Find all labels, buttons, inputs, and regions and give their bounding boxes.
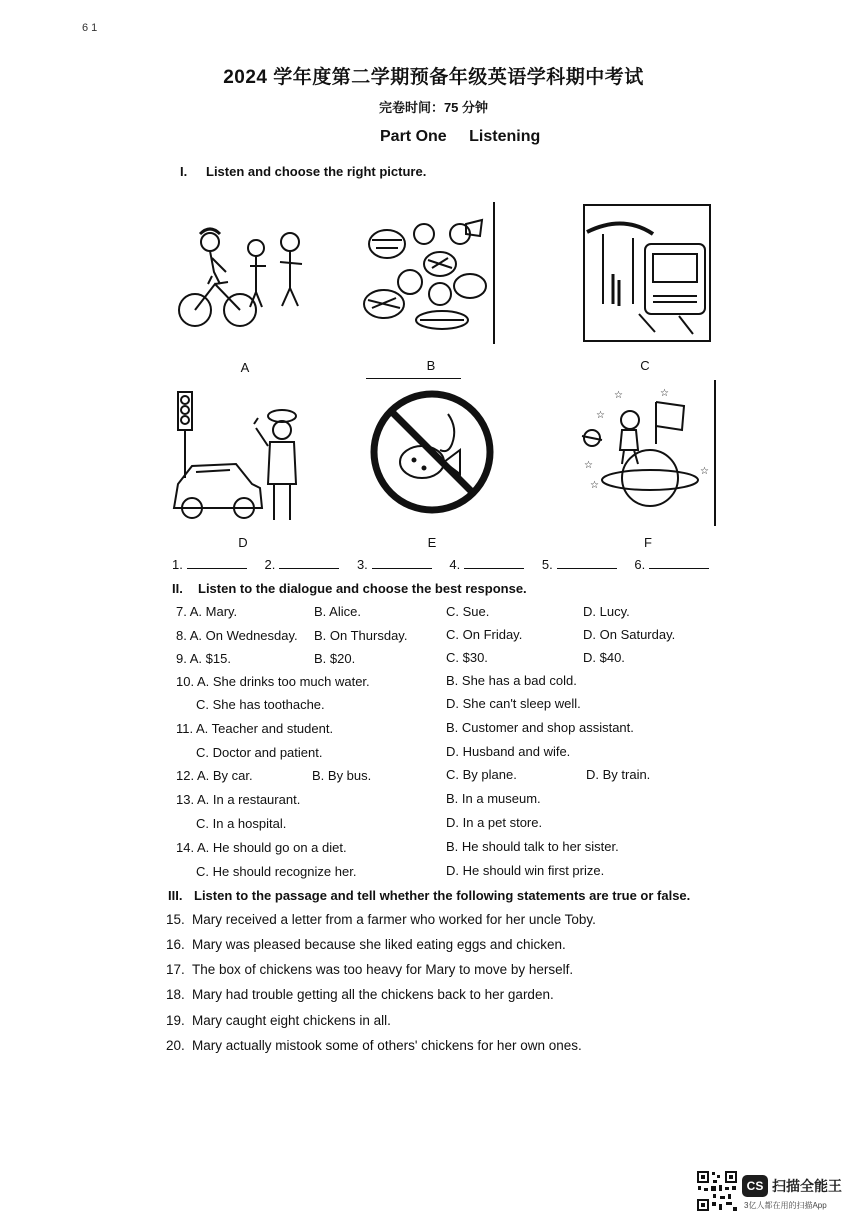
answer-blank[interactable]: 2. — [264, 557, 339, 572]
statement: 18. Mary had trouble getting all the chickens back to her garden. — [166, 987, 554, 1002]
people-with-food-picture — [362, 212, 492, 334]
answer-blank[interactable]: 6. — [634, 557, 709, 572]
section-1-instruction: Listen and choose the right picture. — [206, 164, 427, 179]
scanner-logo: CS — [742, 1175, 768, 1197]
statement: 19. Mary caught eight chickens in all. — [166, 1013, 391, 1028]
section-1-heading — [180, 164, 426, 179]
option[interactable]: C. Sue. — [446, 604, 490, 619]
option[interactable]: D. On Saturday. — [583, 627, 676, 642]
svg-text:☆: ☆ — [590, 480, 599, 491]
option[interactable]: 10. A. She drinks too much water. — [176, 674, 370, 689]
option[interactable]: D. $40. — [583, 650, 625, 665]
option[interactable]: B. Alice. — [314, 604, 361, 619]
picture-label-e: E — [427, 535, 437, 550]
option[interactable]: B. In a museum. — [446, 791, 541, 806]
police-officer-car-picture — [170, 388, 310, 524]
option[interactable]: B. $20. — [314, 651, 356, 666]
statement: 20. Mary actually mistook some of others' chickens for her own ones. — [166, 1038, 582, 1053]
answer-blanks — [172, 557, 723, 572]
section-3-numeral: III. — [168, 888, 183, 903]
option[interactable]: D. By train. — [586, 767, 651, 782]
corner-mark: 6 1 — [82, 22, 98, 34]
option[interactable]: 8. A. On Wednesday. — [176, 628, 298, 643]
picture-label-a: A — [240, 360, 250, 375]
statement: 16. Mary was pleased because she liked eating eggs and chicken. — [166, 937, 566, 952]
statement: 15. Mary received a letter from a farmer who worked for her uncle Toby. — [166, 912, 596, 927]
astronaut-planet-picture — [578, 384, 716, 524]
part-label: Part One — [380, 128, 447, 145]
svg-text:☆: ☆ — [660, 388, 669, 399]
qr-code-icon — [696, 1170, 738, 1212]
answer-blank[interactable]: 4. — [449, 557, 524, 572]
picture-label-d: D — [238, 535, 248, 550]
picture-label-c: C — [640, 358, 650, 373]
option[interactable]: 7. A. Mary. — [176, 604, 238, 619]
option[interactable]: B. He should talk to her sister. — [446, 839, 619, 854]
section-3-heading — [168, 888, 690, 903]
option[interactable]: B. Customer and shop assistant. — [446, 720, 634, 735]
option[interactable]: 11. A. Teacher and student. — [176, 721, 334, 736]
divider-line — [493, 202, 495, 344]
divider-line — [714, 380, 716, 526]
option[interactable]: B. On Thursday. — [314, 628, 408, 643]
part-heading — [380, 128, 540, 146]
option[interactable]: C. He should recognize her. — [196, 864, 357, 879]
scanner-tagline: 3亿人都在用的扫描App — [744, 1201, 827, 1210]
option[interactable]: C. She has toothache. — [196, 697, 325, 712]
option[interactable]: 9. A. $15. — [176, 651, 231, 666]
svg-text:☆: ☆ — [614, 390, 623, 401]
option[interactable]: 12. A. By car. — [176, 768, 253, 783]
svg-text:☆: ☆ — [700, 466, 709, 477]
option[interactable]: D. Husband and wife. — [446, 744, 571, 759]
option[interactable]: 13. A. In a restaurant. — [176, 792, 301, 807]
section-3-instruction: Listen to the passage and tell whether the following statements are true or false. — [194, 888, 691, 903]
scanner-brand: 扫描全能王 — [772, 1178, 842, 1194]
answer-blank[interactable]: 1. — [172, 557, 247, 572]
bus-station-picture — [583, 204, 711, 342]
children-on-bicycles-picture — [170, 222, 320, 332]
option[interactable]: D. In a pet store. — [446, 815, 543, 830]
answer-blank[interactable]: 5. — [542, 557, 617, 572]
option[interactable]: B. She has a bad cold. — [446, 673, 577, 688]
statement: 17. The box of chickens was too heavy for Mary to move by herself. — [166, 962, 574, 977]
option[interactable]: C. On Friday. — [446, 627, 523, 642]
answer-blank[interactable]: 3. — [357, 557, 432, 572]
exam-title: 2024 学年度第二学期预备年级英语学科期中考试 — [223, 67, 644, 88]
option[interactable]: C. $30. — [446, 650, 488, 665]
section-2-heading — [172, 581, 527, 596]
option[interactable]: C. Doctor and patient. — [196, 745, 323, 760]
no-fishing-sign-picture — [368, 388, 496, 516]
section-2-instruction: Listen to the dialogue and choose the best response. — [198, 581, 527, 596]
svg-text:☆: ☆ — [596, 410, 605, 421]
divider-line — [366, 378, 461, 379]
section-2-numeral: II. — [172, 581, 183, 596]
part-name: Listening — [469, 128, 541, 145]
option[interactable]: C. In a hospital. — [196, 816, 287, 831]
option[interactable]: C. By plane. — [446, 767, 517, 782]
option[interactable]: B. By bus. — [312, 768, 372, 783]
option[interactable]: 14. A. He should go on a diet. — [176, 840, 347, 855]
option[interactable]: D. Lucy. — [583, 604, 630, 619]
option[interactable]: D. He should win first prize. — [446, 863, 605, 878]
exam-duration: 完卷时间：75 分钟 — [378, 100, 489, 115]
picture-label-f: F — [644, 535, 652, 550]
picture-label-b: B — [426, 358, 436, 373]
option[interactable]: D. She can't sleep well. — [446, 696, 581, 711]
svg-text:☆: ☆ — [584, 460, 593, 471]
section-1-numeral: I. — [180, 164, 188, 179]
